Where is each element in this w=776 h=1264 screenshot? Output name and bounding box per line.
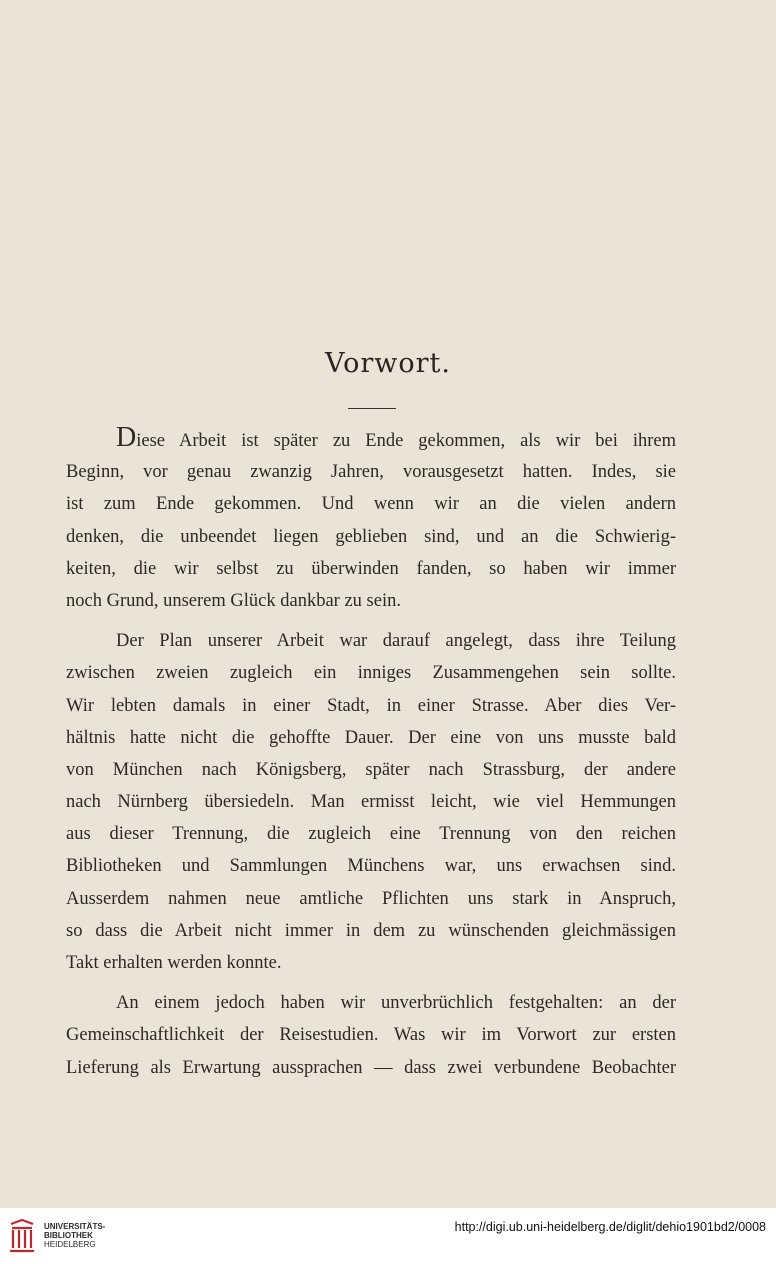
text-line: Gemeinschaftlichkeit der Reisestudien. Was wir im Vorwort zur ersten [66,1025,676,1046]
text-line: keiten, die wir selbst zu überwinden fanden, so haben wir immer [66,558,676,579]
text-line: Bibliotheken und Sammlungen Münchens war, uns erwachsen sind. [66,856,676,877]
text-line: nach Nürnberg übersiedeln. Man ermisst leicht, wie viel Hemmungen [66,792,676,813]
paragraph-3 [66,987,676,1084]
library-name: UNIVERSITÄTS- BIBLIOTHEK HEIDELBERG [44,1222,106,1249]
text-line: zwischen zweien zugleich ein inniges Zusammengehen sein sollte. [66,663,676,684]
text-line: von München nach Königsberg, später nach Strassburg, der andere [66,759,676,780]
library-logo-icon [8,1218,36,1254]
page-heading: Vorwort. [325,348,451,379]
text-line: Wir lebten damals in einer Stadt, in einer Strasse. Aber dies Ver- [66,695,676,716]
text-line: so dass die Arbeit nicht immer in dem zu wünschenden gleichmässigen [66,920,676,941]
text-line: aus dieser Trennung, die zugleich eine Trennung von den reichen [66,824,676,845]
text-line: Diese Arbeit ist später zu Ende gekommen, als wir bei ihrem [116,422,676,453]
text-line: Lieferung als Erwartung aussprachen — dass zwei verbundene Beobachter [66,1057,676,1078]
text-line: Ausserdem nahmen neue amtliche Pflichten uns stark in Anspruch, [66,888,676,909]
text-line: Takt erhalten werden konnte. [66,953,282,973]
paragraph-2 [66,625,676,979]
drop-cap: D [116,422,137,453]
text-line: noch Grund, unserem Glück dankbar zu sein. [66,590,401,611]
text-line: Der Plan unserer Arbeit war darauf angelegt, dass ihre Teilung [116,631,676,652]
text-line: hältnis hatte nicht die gehoffte Dauer. Der eine von uns musste bald [66,727,676,748]
text-line: Beginn, vor genau zwanzig Jahren, vorausgesetzt hatten. Indes, sie [66,462,676,483]
body-text [66,424,676,1084]
heading-rule [348,408,396,409]
text-line: denken, die unbeendet liegen geblieben sind, und an die Schwierig- [66,526,676,547]
text-line: ist zum Ende gekommen. Und wenn wir an die vielen andern [66,494,676,515]
paragraph-1 [66,424,676,617]
footer-bar [0,1208,776,1264]
source-url-link[interactable]: http://digi.ub.uni-heidelberg.de/diglit/dehio1901bd2/0008 [454,1220,766,1234]
text-line: An einem jedoch haben wir unverbrüchlich festgehalten: an der [116,993,676,1014]
